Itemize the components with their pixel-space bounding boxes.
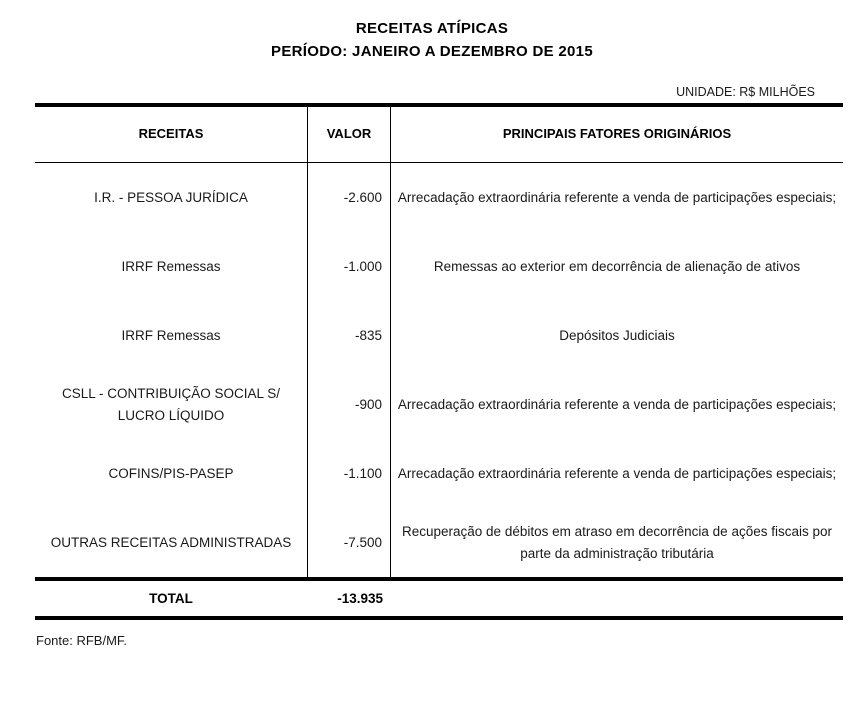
col-header-fatores: PRINCIPAIS FATORES ORIGINÁRIOS [502, 126, 732, 142]
receitas-table [35, 103, 843, 620]
cell-receita: CSLL - CONTRIBUIÇÃO SOCIAL S/ LUCRO LÍQUIDO [61, 385, 281, 423]
col-header-valor: VALOR [307, 107, 391, 162]
cell-valor: -2.600 [307, 163, 391, 232]
cell-receita: OUTRAS RECEITAS ADMINISTRADAS [50, 534, 292, 550]
source-note: Fonte: RFB/MF. [36, 633, 128, 648]
cell-fator: Arrecadação extraordinária referente a venda de participações especiais; [397, 189, 837, 205]
cell-valor: -835 [307, 301, 391, 370]
cell-receita: COFINS/PIS-PASEP [108, 465, 234, 481]
table-total-row [35, 577, 843, 620]
total-value: -13.935 [337, 590, 383, 606]
cell-receita: I.R. - PESSOA JURÍDICA [94, 189, 248, 205]
table-row [35, 301, 843, 370]
table-row [35, 232, 843, 301]
cell-fator: Recuperação de débitos em atraso em decorrência de ações fiscais por parte da administração tributária [402, 523, 832, 561]
cell-fator: Remessas ao exterior em decorrência de alienação de ativos [433, 258, 801, 274]
cell-valor: -1.000 [307, 232, 391, 301]
page-title: RECEITAS ATÍPICAS [355, 20, 509, 37]
cell-valor: -1.100 [307, 439, 391, 508]
title-block [0, 0, 864, 63]
page-subtitle: PERÍODO: JANEIRO A DEZEMBRO DE 2015 [271, 43, 593, 60]
table-row [35, 508, 843, 577]
cell-fator: Arrecadação extraordinária referente a venda de participações especiais; [397, 465, 837, 481]
table-header-row [35, 107, 843, 163]
cell-valor: -900 [307, 370, 391, 439]
total-fator-empty [391, 581, 843, 616]
unit-label: UNIDADE: R$ MILHÕES [676, 85, 815, 99]
cell-receita: IRRF Remessas [121, 327, 221, 343]
cell-fator: Depósitos Judiciais [559, 327, 675, 343]
cell-valor: -7.500 [307, 508, 391, 577]
table-row [35, 439, 843, 508]
total-label: TOTAL [149, 590, 193, 606]
table-row [35, 370, 843, 439]
cell-fator: Arrecadação extraordinária referente a venda de participações especiais; [397, 396, 837, 412]
col-header-receitas: RECEITAS [138, 126, 204, 142]
cell-receita: IRRF Remessas [121, 258, 221, 274]
table-row [35, 163, 843, 232]
